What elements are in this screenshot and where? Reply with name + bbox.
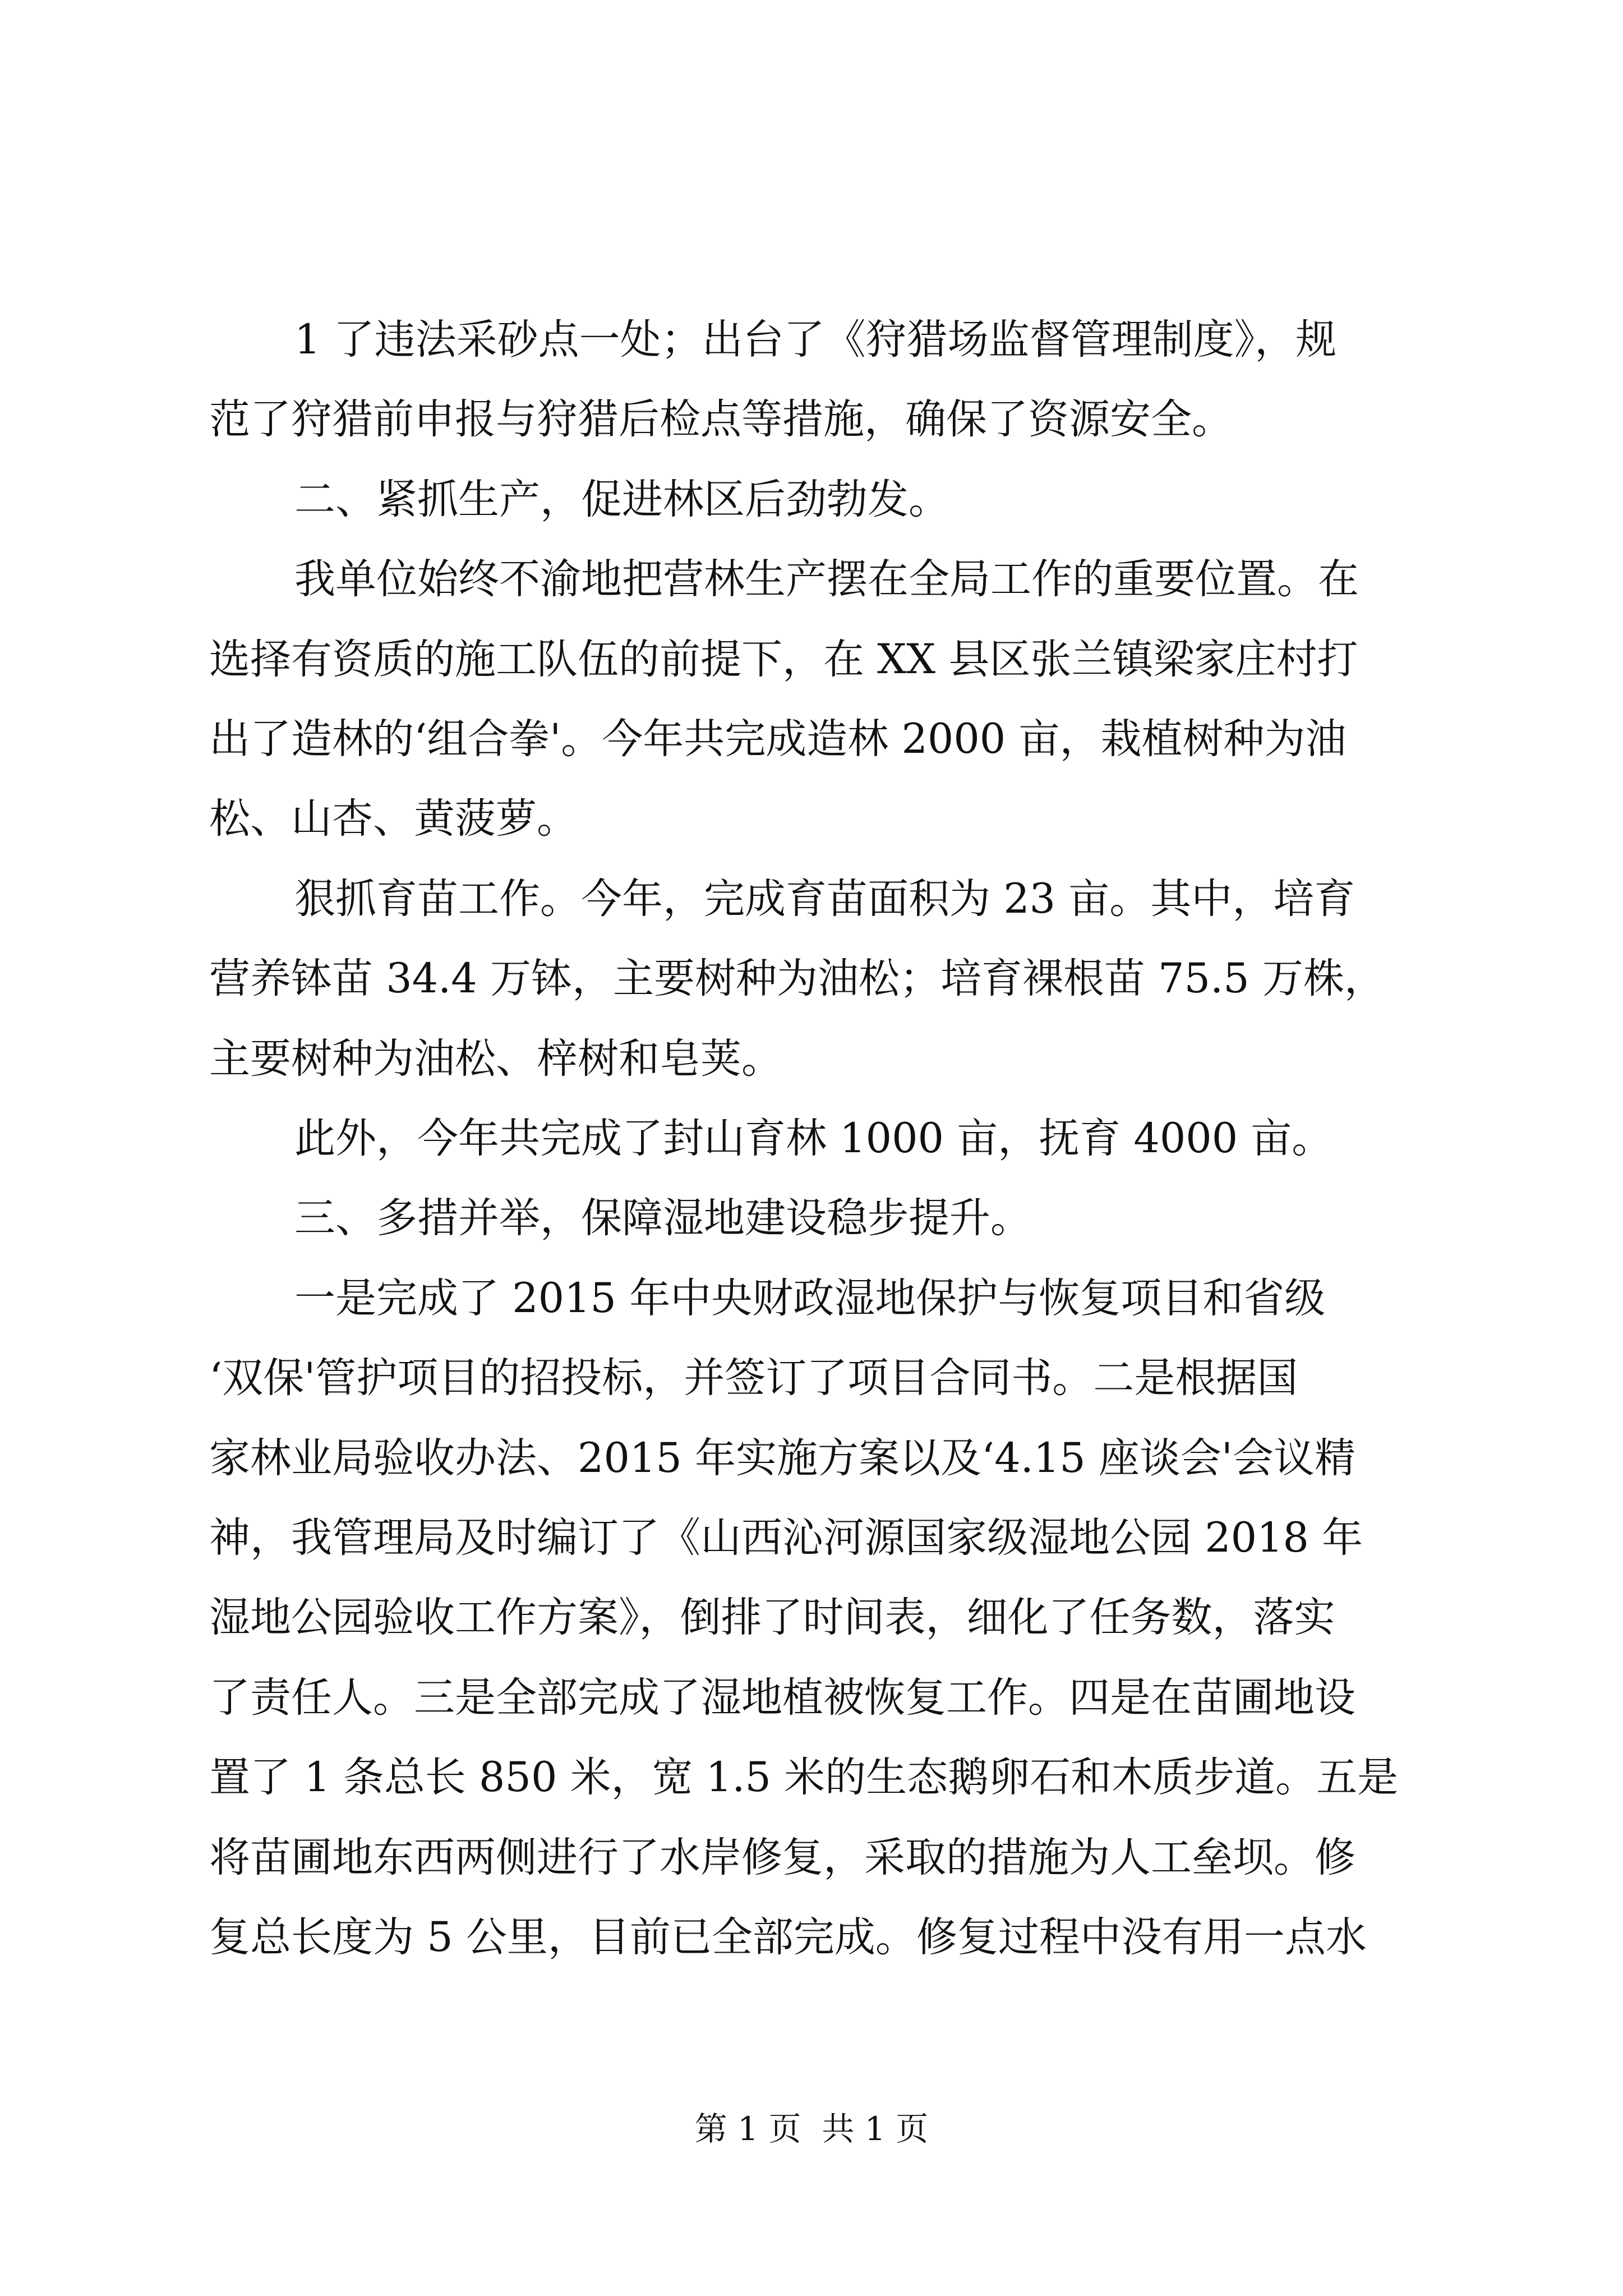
body-line: 此外，今年共完成了封山育林 1000 亩，抚育 4000 亩。 [294, 1115, 1333, 1162]
page-number-footer: 第 1 页 共 1 页 [694, 2110, 929, 2148]
body-line: 神，我管理局及时编订了《山西沁河源国家级湿地公园 2018 年 [209, 1514, 1363, 1562]
body-line: 将苗圃地东西两侧进行了水岸修复，采取的措施为人工垒坝。修 [209, 1834, 1355, 1881]
body-line: 出了造林的‘组合拳'。今年共完成造林 2000 亩，栽植树种为油 [209, 715, 1347, 763]
body-line: 范了狩猎前申报与狩猎后检点等措施，确保了资源安全。 [209, 395, 1233, 443]
body-line: 主要树种为油松、梓树和皂荚。 [209, 1035, 782, 1083]
body-line: 选择有资质的施工队伍的前提下，在 XX 县区张兰镇梁家庄村打 [209, 636, 1358, 683]
body-line: 狠抓育苗工作。今年，完成育苗面积为 23 亩。其中，培育 [294, 875, 1355, 923]
body-line: 置了 1 条总长 850 米，宽 1.5 米的生态鹅卵石和木质步道。五是 [209, 1754, 1399, 1801]
body-line: 一是完成了 2015 年中央财政湿地保护与恢复项目和省级 [294, 1274, 1326, 1322]
body-line: 1 了违法采砂点一处；出台了《狩猎场监督管理制度》，规 [294, 316, 1337, 364]
body-line: 家林业局验收办法、2015 年实施方案以及‘4.15 座谈会'会议精 [209, 1434, 1355, 1482]
section-heading: 二、紧抓生产，促进林区后劲勃发。 [294, 476, 949, 523]
body-line: 复总长度为 5 公里，目前已全部完成。修复过程中没有用一点水 [209, 1913, 1367, 1961]
body-line: 松、山杏、黄菠萝。 [209, 795, 578, 843]
body-line: 湿地公园验收工作方案》，倒排了时间表，细化了任务数，落实 [209, 1594, 1335, 1641]
body-line: ‘双保'管护项目的招投标，并签订了项目合同书。二是根据国 [209, 1354, 1298, 1402]
body-line: 我单位始终不渝地把营林生产摆在全局工作的重要位置。在 [294, 555, 1359, 603]
section-heading: 三、多措并举，保障湿地建设稳步提升。 [294, 1194, 1031, 1242]
body-line: 营养钵苗 34.4 万钵，主要树种为油松；培育裸根苗 75.5 万株， [209, 955, 1385, 1002]
body-line: 了责任人。三是全部完成了湿地植被恢复工作。四是在苗圃地设 [209, 1674, 1355, 1722]
